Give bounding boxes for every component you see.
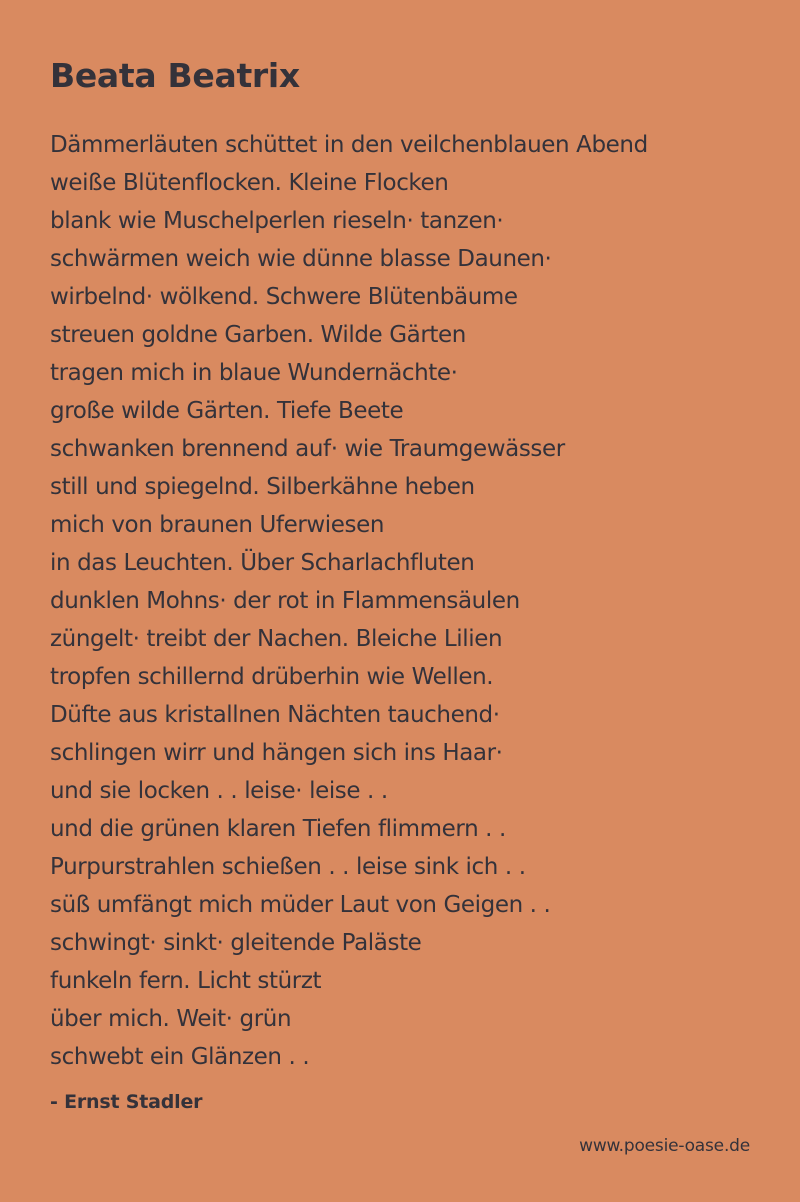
poem-line: schwebt ein Glänzen . .: [50, 1044, 310, 1070]
poem-line: große wilde Gärten. Tiefe Beete: [50, 398, 404, 424]
poem-line: streuen goldne Garben. Wilde Gärten: [50, 322, 466, 348]
poem-line: tropfen schillernd drüberhin wie Wellen.: [50, 664, 494, 690]
poem-line: schwanken brennend auf· wie Traumgewässer: [50, 436, 565, 462]
poem-line: funkeln fern. Licht stürzt: [50, 968, 322, 994]
poem-author: - Ernst Stadler: [50, 1091, 203, 1113]
poem-line: blank wie Muschelperlen rieseln· tanzen·: [50, 208, 504, 234]
poem-line: weiße Blütenflocken. Kleine Flocken: [50, 170, 449, 196]
poem-line: Dämmerläuten schüttet in den veilchenblauen Abend: [50, 132, 648, 158]
poem-line: Purpurstrahlen schießen . . leise sink ich . .: [50, 854, 526, 880]
poem-line: schwingt· sinkt· gleitende Paläste: [50, 930, 422, 956]
poem-line: züngelt· treibt der Nachen. Bleiche Lilien: [50, 626, 503, 652]
poem-line: tragen mich in blaue Wundernächte·: [50, 360, 458, 386]
poem-line: und sie locken . . leise· leise . .: [50, 778, 388, 804]
poem-line: schlingen wirr und hängen sich ins Haar·: [50, 740, 503, 766]
poem-line: wirbelnd· wölkend. Schwere Blütenbäume: [50, 284, 518, 310]
poem-title: Beata Beatrix: [50, 56, 300, 95]
website-link[interactable]: www.poesie-oase.de: [579, 1136, 750, 1156]
poem-line: dunklen Mohns· der rot in Flammensäulen: [50, 588, 520, 614]
poem-line: Düfte aus kristallnen Nächten tauchend·: [50, 702, 500, 728]
poem-line: mich von braunen Uferwiesen: [50, 512, 385, 538]
poem-line: still und spiegelnd. Silberkähne heben: [50, 474, 475, 500]
poem-line: in das Leuchten. Über Scharlachfluten: [50, 550, 475, 576]
poem-line: schwärmen weich wie dünne blasse Daunen·: [50, 246, 552, 272]
poem-line: und die grünen klaren Tiefen flimmern . .: [50, 816, 506, 842]
poem-line: süß umfängt mich müder Laut von Geigen . .: [50, 892, 551, 918]
poem-line: über mich. Weit· grün: [50, 1006, 292, 1032]
poem-body: [50, 126, 648, 1076]
